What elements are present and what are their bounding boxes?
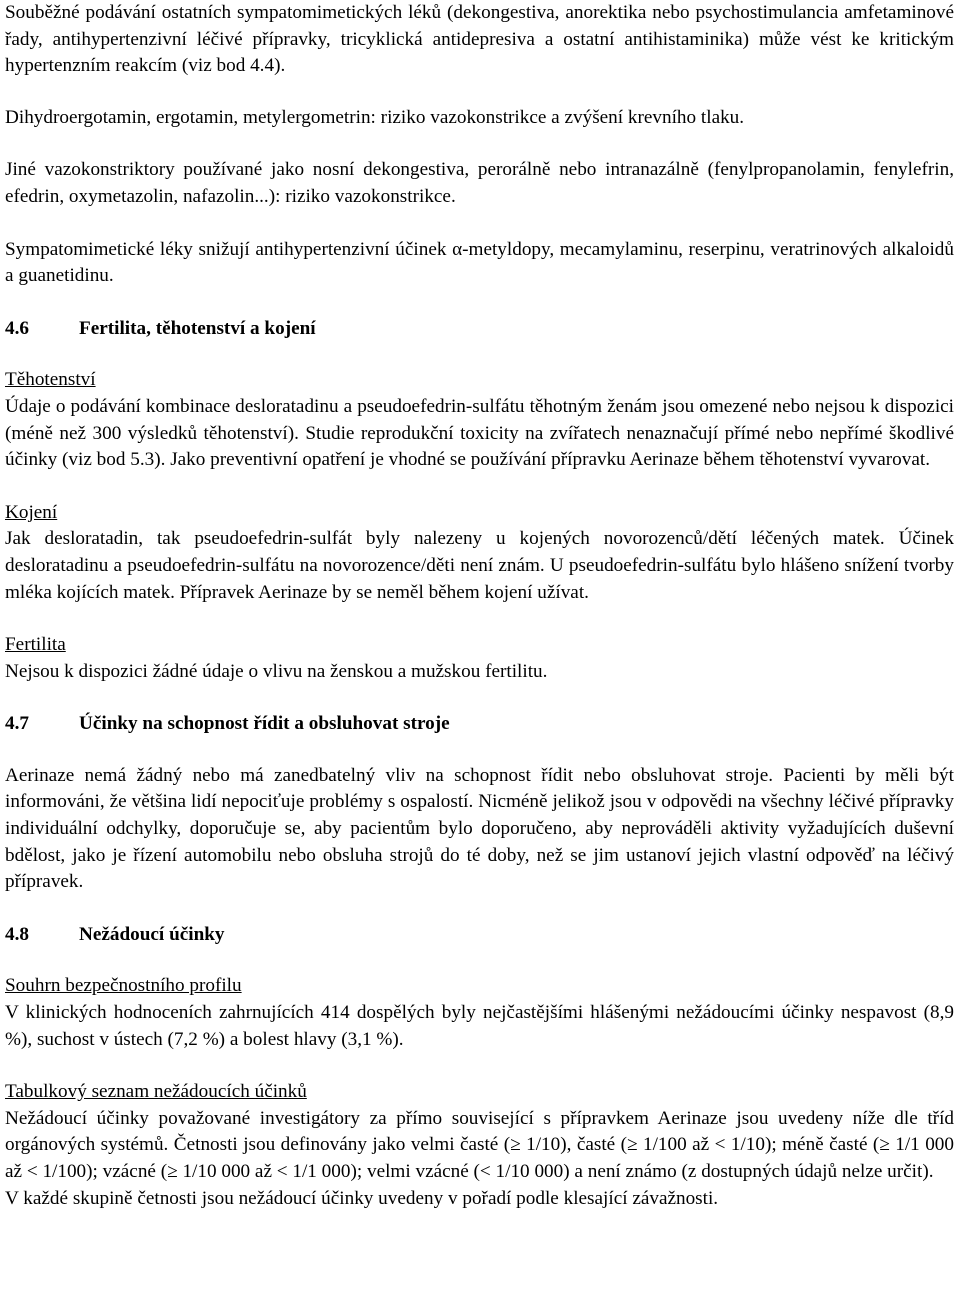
- paragraph-lactation: Jak desloratadin, tak pseudoefedrin-sulfát byly nalezeny u kojených novorozenců/dětí léčených matek. Účinek desloratadinu a pseudoefedrin-sulfátu na novorozence/děti není znám. U pseudoefedrin-sulfátu bylo hlášeno snížení tvorby mléka kojících matek. Přípravek Aerinaze by se neměl během kojení užívat.: [5, 528, 954, 603]
- section-title: Nežádoucí účinky: [79, 923, 225, 945]
- paragraph-adverse-table: Nežádoucí účinky považované investigátory za přímo související s přípravkem Aerinaze jsou uvedeny níže dle tříd orgánových systémů. Četnosti jsou definovány jako velmi časté (≥ 1/10), časté (≥ 1/100 až < 1/10); méně časté (≥ 1/1 000 až < 1/100); vzácné (≥ 1/10 000 až < 1/1 000); velmi vzácné (< 1/10 000) a není známo (z dostupných údajů nelze určit).: [5, 1107, 954, 1182]
- paragraph-severity-order: V každé skupině četnosti jsou nežádoucí účinky uvedeny v pořadí podle klesající závažnosti.: [5, 1187, 719, 1209]
- paragraph-fertility: Nejsou k dispozici žádné údaje o vlivu na ženskou a mužskou fertilitu.: [5, 660, 548, 682]
- section-title: Účinky na schopnost řídit a obsluhovat stroje: [79, 713, 450, 735]
- subheading-fertility: Fertilita: [5, 634, 66, 656]
- paragraph-safety-profile: V klinických hodnoceních zahrnujících 414 dospělých byly nejčastějšími hlášenými nežádoucími účinky nespavost (8,9 %), suchost v ústech (7,2 %) a bolest hlavy (3,1 %).: [5, 1002, 954, 1050]
- paragraph-antihypertensive: Sympatomimetické léky snižují antihypertenzivní účinek α-metyldopy, mecamylaminu, reserpinu, veratrinových alkaloidů a guanetidinu.: [5, 238, 954, 287]
- paragraph-vasoconstrictors: Jiné vazokonstriktory používané jako nosní dekongestiva, perorálně nebo intranazálně (fenylpropanolamin, fenylefrin, efedrin, oxymetazolin, nafazolin...): riziko vazokonstrikce.: [5, 159, 954, 207]
- subheading-safety-profile: Souhrn bezpečnostního profilu: [5, 975, 242, 997]
- paragraph-driving: Aerinaze nemá žádný nebo má zanedbatelný vliv na schopnost řídit nebo obsluhovat stroje. Pacienti by měli být informováni, že většina lidí nepociťuje problémy s ospalostí. Nicméně jelikož jsou v odpovědi na všechny léčivé přípravky individuální odchylky, doporučuje se, aby pacientům bylo doporučeno, aby neprováděli aktivity vyžadujících duševní bdělost, jako je řízení automobilu nebo obsluha strojů do té doby, než se jim ustanoví jejich vlastní odpověď na léčivý přípravek.: [5, 764, 954, 893]
- section-number: 4.7: [5, 713, 29, 735]
- section-title: Fertilita, těhotenství a kojení: [79, 317, 316, 339]
- paragraph-sympathomimetics: Souběžné podávání ostatních sympatomimetických léků (dekongestiva, anorektika nebo psychostimulancia amfetaminové řady, antihypertenzivní léčivé přípravky, tricyklická antidepresiva a ostatní antihistaminika) může vést ke kritickým hypertenzním reakcím (viz bod 4.4).: [5, 2, 954, 77]
- section-heading-4-8: [5, 922, 954, 949]
- paragraph-pregnancy: Údaje o podávání kombinace desloratadinu a pseudoefedrin-sulfátu těhotným ženám jsou omezené nebo nejsou k dispozici (méně než 300 výsledků těhotenství). Studie reprodukční toxicity na zvířatech nenaznačují přímé nebo nepřímé škodlivé účinky (viz bod 5.3). Jako preventivní opatření je vhodné se používání přípravku Aerinaze během těhotenství vyvarovat.: [5, 395, 954, 471]
- subheading-pregnancy: Těhotenství: [5, 369, 96, 391]
- subheading-lactation: Kojení: [5, 501, 58, 523]
- subheading-adverse-table: Tabulkový seznam nežádoucích účinků: [5, 1081, 307, 1103]
- section-heading-4-7: [5, 711, 954, 738]
- section-number: 4.6: [5, 317, 29, 339]
- paragraph-ergotamine: Dihydroergotamin, ergotamin, metylergometrin: riziko vazokonstrikce a zvýšení krevního tlaku.: [5, 106, 745, 128]
- section-number: 4.8: [5, 923, 29, 945]
- section-heading-4-6: [5, 316, 954, 343]
